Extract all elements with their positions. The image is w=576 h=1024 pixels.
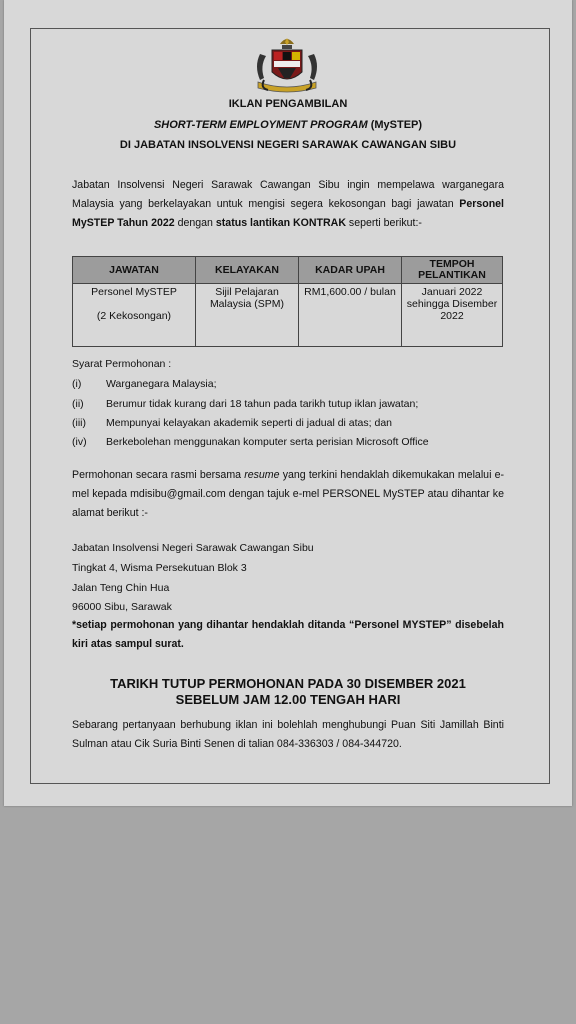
cell-kelayakan: Sijil Pelajaran Malaysia (SPM)	[196, 284, 299, 347]
vacancy-table	[72, 256, 503, 347]
cell-kadar: RM1,600.00 / bulan	[299, 284, 402, 347]
table-header-jawatan: JAWATAN	[73, 257, 196, 284]
address-line: Jabatan Insolvensi Negeri Sarawak Cawangan Sibu	[72, 542, 314, 554]
application-italic: resume	[244, 469, 280, 481]
list-item-text: Mempunyai kelayakan akademik seperti di jadual di atas; dan	[106, 417, 392, 429]
heading-department: DI JABATAN INSOLVENSI NEGERI SARAWAK CAWANGAN SIBU	[119, 139, 457, 151]
address-line: Tingkat 4, Wisma Persekutuan Blok 3	[72, 562, 247, 574]
coat-of-arms-icon	[250, 36, 324, 96]
list-item-text: Berumur tidak kurang dari 18 tahun pada tarikh tutup iklan jawatan;	[106, 398, 419, 410]
table-row	[73, 284, 503, 347]
cell-tempoh: Januari 2022 sehingga Disember 2022	[402, 284, 503, 347]
list-item-text: Warganegara Malaysia;	[106, 378, 217, 390]
cell-jawatan-vacancies: (2 Kekosongan)	[96, 310, 172, 322]
list-item-number: (iv)	[72, 436, 87, 448]
application-text-1: Permohonan secara rasmi bersama	[72, 469, 245, 481]
deadline-line-2: SEBELUM JAM 12.00 TENGAH HARI	[175, 692, 401, 707]
cell-jawatan-title: Personel MySTEP	[91, 286, 177, 298]
intro-bold-2: status lantikan KONTRAK	[215, 217, 346, 229]
table-header-row	[73, 257, 503, 284]
table-header-kadar: KADAR UPAH	[299, 257, 402, 284]
table-header-tempoh: TEMPOH PELANTIKAN	[402, 257, 503, 284]
deadline-line-1: TARIKH TUTUP PERMOHONAN PADA 30 DISEMBER 2021	[110, 676, 466, 691]
list-item-number: (i)	[72, 378, 82, 390]
intro-bold-1: Personel MySTEP Tahun 2022	[72, 198, 504, 229]
address-line: Jalan Teng Chin Hua	[72, 582, 170, 594]
intro-text-1: Jabatan Insolvensi Negeri Sarawak Cawangan Sibu ingin mempelawa warganegara Malaysia yang berkelayakan untuk mengisi segera kekosongan bagi jawatan	[72, 179, 504, 210]
heading-title: IKLAN PENGAMBILAN	[228, 98, 348, 110]
cell-jawatan	[73, 284, 196, 347]
envelope-note: *setiap permohonan yang dihantar hendaklah ditanda “Personel MYSTEP” disebelah kiri atas sampul surat.	[72, 619, 504, 650]
list-item-number: (ii)	[72, 398, 84, 410]
heading-program-italic: SHORT-TERM EMPLOYMENT PROGRAM	[153, 119, 368, 131]
contact-paragraph: Sebarang pertanyaan berhubung iklan ini bolehlah menghubungi Puan Siti Jamillah Binti Sulman atau Cik Suria Binti Senen di talian 084-336303 / 084-344720.	[72, 719, 504, 750]
requirements-title: Syarat Permohonan :	[72, 358, 172, 370]
table-header-kelayakan: KELAYAKAN	[196, 257, 299, 284]
intro-text-3: seperti berikut:-	[345, 217, 422, 229]
application-text-2: yang terkini hendaklah dikemukakan melalui e-mel kepada mdisibu@gmail.com dengan tajuk e-mel PERSONEL MySTEP atau dihantar ke alamat berikut :-	[72, 469, 504, 519]
heading-program	[0, 119, 576, 131]
application-paragraph	[72, 466, 504, 523]
intro-text-2: dengan	[174, 217, 216, 229]
list-item-text: Berkebolehan menggunakan komputer serta perisian Microsoft Office	[106, 436, 429, 448]
address-line: 96000 Sibu, Sarawak	[72, 601, 172, 613]
list-item-number: (iii)	[72, 417, 86, 429]
heading-program-suffix: (MySTEP)	[367, 119, 423, 131]
intro-paragraph	[72, 176, 504, 233]
